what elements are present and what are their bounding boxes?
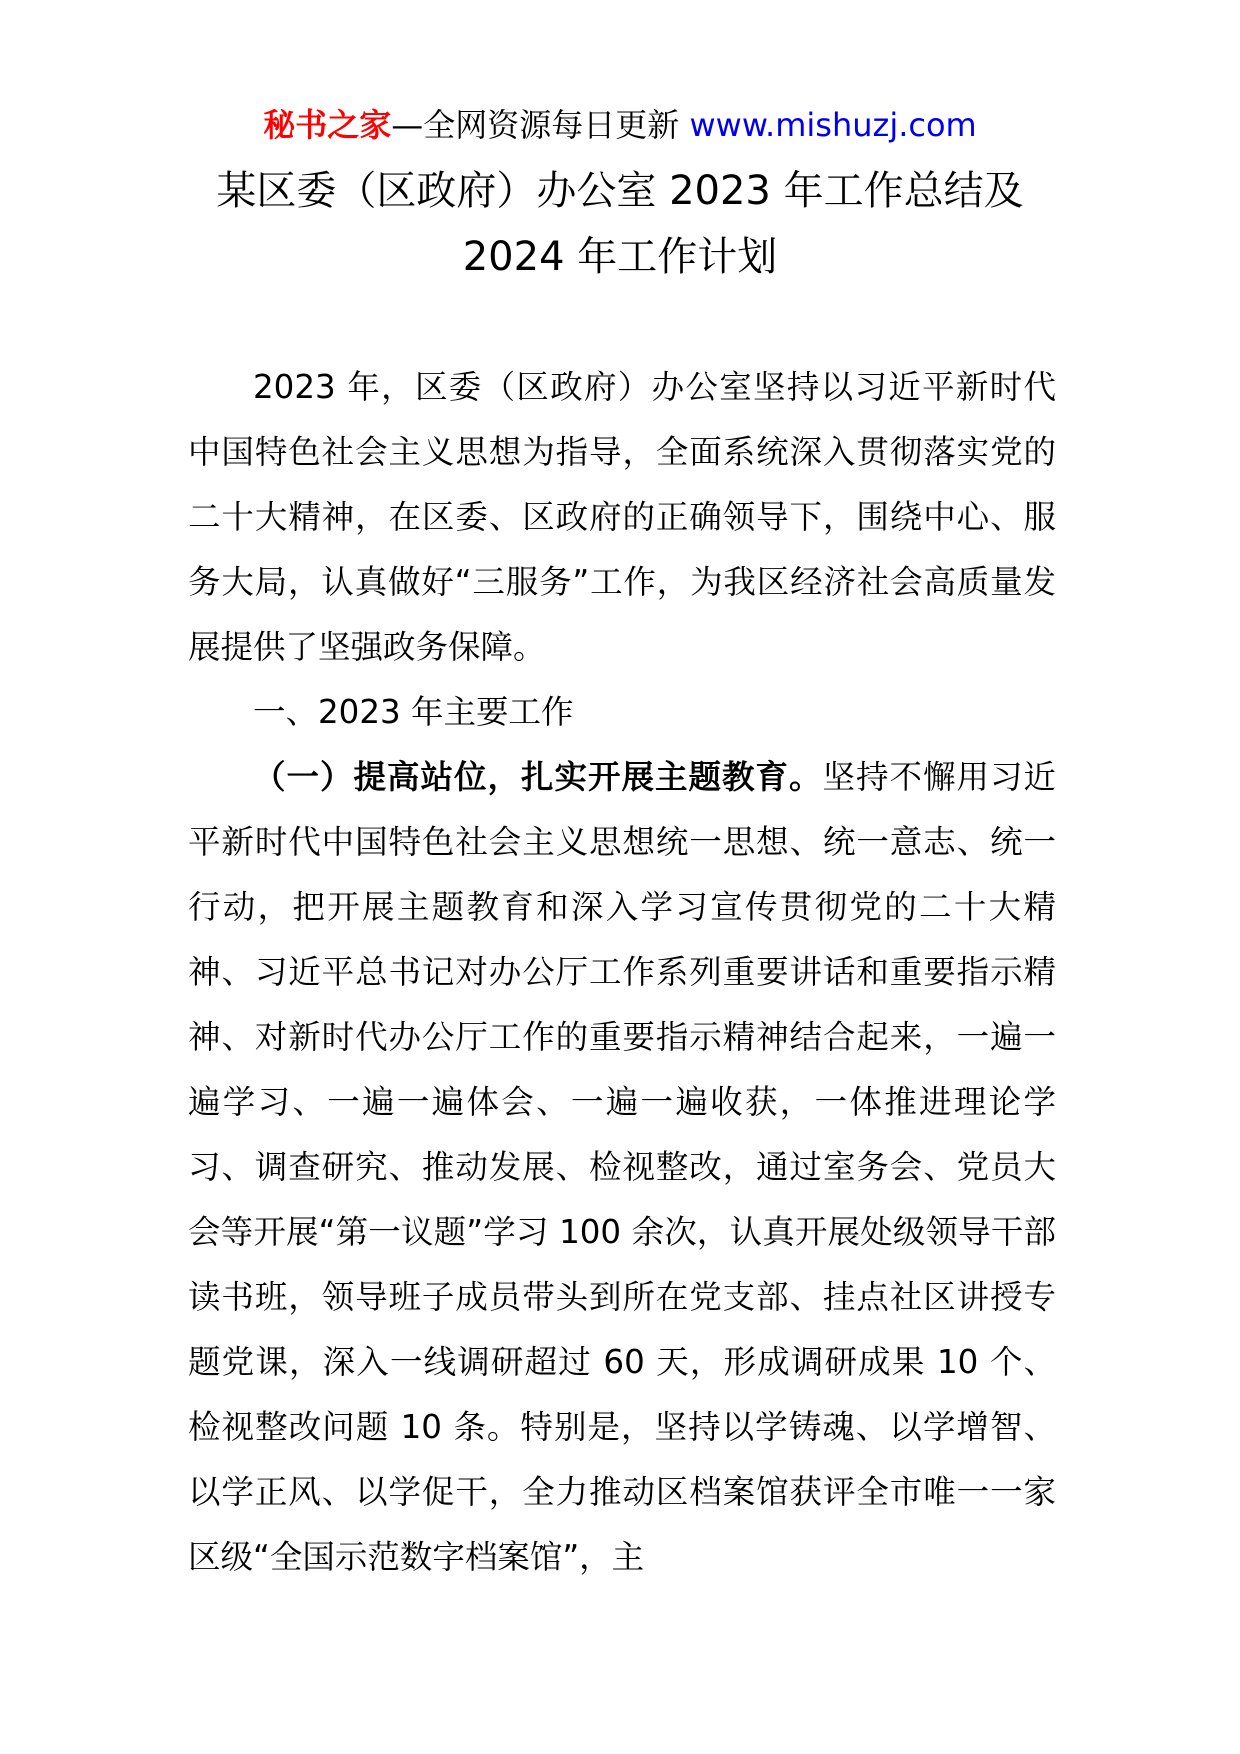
- section-heading: 一、2023 年主要工作: [253, 693, 574, 731]
- site-slogan: —全网资源每日更新: [391, 106, 680, 144]
- intro-paragraph: 2023 年，区委（区政府）办公室坚持以习近平新时代中国特色社会主义思想为指导，全面系统深入贯彻落实党的二十大精神，在区委、区政府的正确领导下，围绕中心、服务大局，认真做好“三服务”工作，为我区经济社会高质量发展提供了坚强政务保障。: [188, 368, 1056, 666]
- title-line-1: 某区委（区政府）办公室 2023 年工作总结及: [216, 168, 1024, 214]
- site-header: [0, 103, 1240, 147]
- document-body: [188, 355, 1056, 1590]
- document-title: [0, 158, 1240, 290]
- site-brand: 秘书之家: [263, 106, 392, 144]
- item-lead: （一）提高站位，扎实开展主题教育。: [253, 758, 823, 796]
- site-url-link[interactable]: www.mishuzj.com: [689, 106, 977, 144]
- title-line-2: 2024 年工作计划: [462, 234, 778, 280]
- item-text: 坚持不懈用习近平新时代中国特色社会主义思想统一思想、统一意志、统一行动，把开展主题教育和深入学习宣传贯彻党的二十大精神、习近平总书记对办公厅工作系列重要讲话和重要指示精神、对新时代办公厅工作的重要指示精神结合起来，一遍一遍学习、一遍一遍体会、一遍一遍收获，一体推进理论学习、调查研究、推动发展、检视整改，通过室务会、党员大会等开展“第一议题”学习 100 余次，认真开展处级领导干部读书班，领导班子成员带头到所在党支部、挂点社区讲授专题党课，深入一线调研超过 60 天，形成调研成果 10 个、检视整改问题 10 条。特别是，坚持以学铸魂、以学增智、以学正风、以学促干，全力推动区档案馆获评全市唯一一家区级“全国示范数字档案馆”，主: [188, 758, 1056, 1576]
- item-paragraph: [188, 745, 1056, 1590]
